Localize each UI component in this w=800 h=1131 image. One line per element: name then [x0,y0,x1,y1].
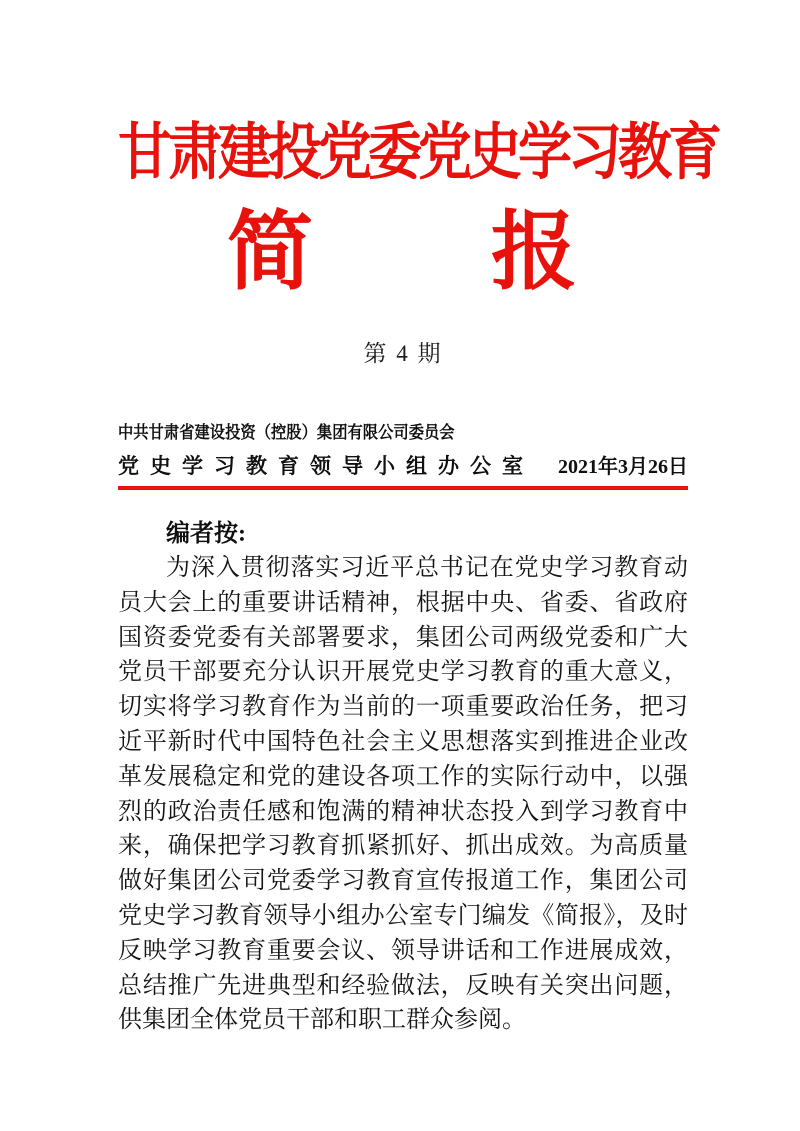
issue-number-label: 第 4 期 [363,341,443,367]
issuer-block [118,418,688,490]
masthead-org-title: 甘肃建投党委党史学习教育 [118,118,718,187]
red-divider-rule [118,486,688,490]
bulletin-title: 简 报 [227,203,579,300]
issuer-office-date-row [118,450,688,480]
issuer-office-name: 党史学习教育领导小组办公室 [118,454,534,479]
editor-note-heading: 编者按: [166,521,246,548]
document-content-column [0,116,800,1038]
issue-date: 2021年3月26日 [558,456,688,479]
editor-note-body: 为深入贯彻落实习近平总书记在党史学习教育动员大会上的重要讲话精神，根据中央、省委、省政府国资委党委有关部署要求，集团公司两级党委和广大党员干部要充分认识开展党史学习教育的重大意义，切实将学习教育作为当前的一项重要政治任务，把习近平新时代中国特色社会主义思想落实到推进企业改革发展稳定和党的建设各项工作的实际行动中，以强烈的政治责任感和饱满的精神状态投入到学习教育中来，确保把学习教育抓紧抓好、抓出成效。为高质量做好集团公司党委学习教育宣传报道工作，集团公司党史学习教育领导小组办公室专门编发《简报》，及时反映学习教育重要会议、领导讲话和工作进展成效，总结推广先进典型和经验做法，反映有关突出问题，供集团全体党员干部和职工群众参阅。 [118,555,688,1034]
issuer-committee-name: 中共甘肃省建设投资（控股）集团有限公司委员会 [118,423,455,443]
